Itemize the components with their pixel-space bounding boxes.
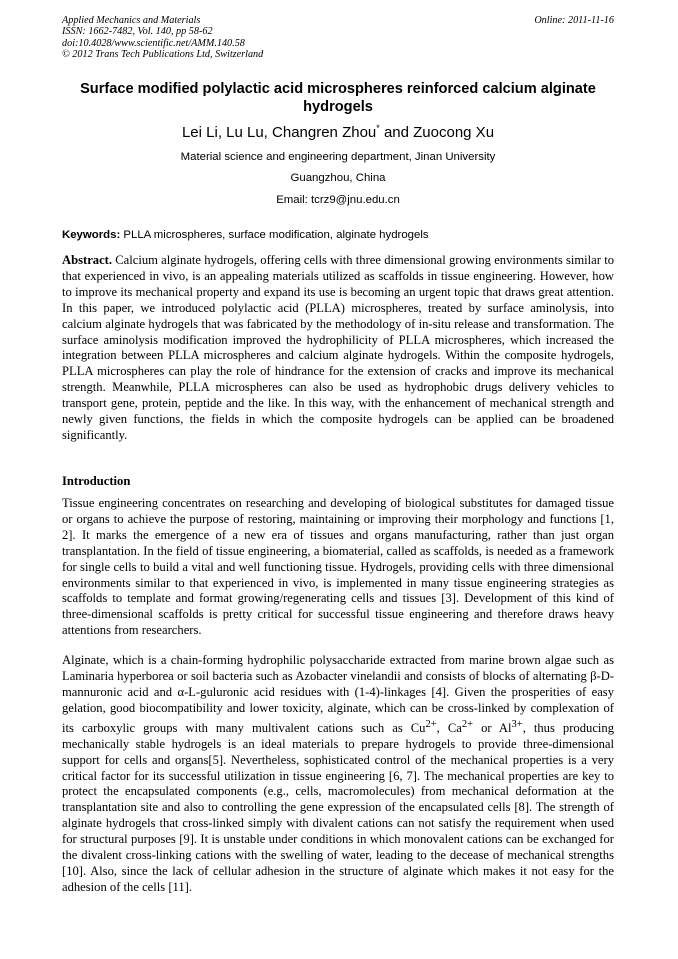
copyright-line: © 2012 Trans Tech Publications Ltd, Switzerland [62,48,264,60]
p2-text-c: or Al [473,720,512,735]
doi-line: doi:10.4028/www.scientific.net/AMM.140.58 [62,37,245,49]
ca-charge: 2+ [461,718,474,730]
authors-line [62,124,614,142]
abstract-paragraph [62,253,614,444]
p2-text-d: , thus producing mechanically stable hydrogels is an ideal materials to prepare hydrogels to provide three-dimensional support for cells and organs[5]. Nevertheless, sophisticated control of the mechanical properties is a very critical factor for its successful utilization in tissue engineering [6, 7]. The mechanical properties are key to protect the encapsulated components (e.g., cells, macromolecules) from mechanical deformation at the transplantation site and also to controlling the gene expression of the encapsulated cells [8]. The strength of alginate hydrogels that cross-linked simply with divalent cations can not satisfy the requirement when used for structural purposes [9]. It is unstable under conditions in which monovalent cations can be exchanged for the divalent cross-linking cations with the swelling of water, leading to the decease of mechanical strengths [10]. Also, since the lack of cellular adhesion in the structure of alginate which makes it not easy for the adhesion of the cells [11]. [62,720,614,894]
journal-name: Applied Mechanics and Materials [62,15,201,26]
corresponding-mark: * [376,123,380,133]
authors-before: Lei Li, Lu Lu, Changren Zhou [181,124,377,141]
affiliation-email: Email: tcrz9@jnu.edu.cn [276,194,400,206]
keywords-line [62,228,614,242]
introduction-paragraph-2 [62,653,614,896]
keywords-text: PLLA microspheres, surface modification, alginate hydrogels [120,229,429,241]
introduction-paragraph-1: Tissue engineering concentrates on researching and developing of biological substitutes for damaged tissue or organs to achieve the purpose of restoring, maintaining or improving their morphology and functions [1, 2]. It marks the emergence of a new era of tissues and organs manufacturing, rather than just organ transplantation. In the field of tissue engineering, a biomaterial, called as scaffolds, is needed as a framework for single cells to build a vital and well functioning tissue. Hydrogels, providing cells with three dimensional environments similar to that experienced in vivo, is implemented in many tissue engineering strategies as scaffolds to template and format growing/regenerating cells and tissues [3]. Development of this kind of three-dimensional scaffolds is pretty critical for successful tissue engineering and therefore draws heavy attentions from researchers. [62,496,614,638]
al-charge: 3+ [511,718,523,730]
p2-text-a: Alginate, which is a chain-forming hydrophilic polysaccharide extracted from marine brown algae such as Laminaria hyperborea or soil bacteria such as Azobacter vinelandii and consists of blocks of alternating β-D-mannuronic acid and α-L-guluronic acid residues with (1-4)-linkages [4]. Given the prosperities of easy gelation, good biocompatibility and lower toxicity, alginate, which can be cross-linked by complexation of its carboxylic groups with many multivalent cations such as Cu [62,653,614,735]
p2-text-b: , Ca [436,720,462,735]
paper-title: Surface modified polylactic acid microspheres reinforced calcium alginate hydrogels [80,81,596,115]
online-date: Online: 2011-11-16 [534,15,614,26]
abstract-text: Calcium alginate hydrogels, offering cells with three dimensional growing environments similar to that experienced in vivo, is an appealing materials utilized as scaffolds in tissue engineering. However, how to improve its mechanical property and expand its use is becoming an urgent topic that draws great attention. In this paper, we introduced polylactic acid (PLLA) microspheres, treated by surface aminolysis, into calcium alginate hydrogels that was fabricated by the methodology of in-situ release and transformation. The surface aminolysis modification improved the hydrophilicity of PLLA microspheres, which increased the integration between PLLA microspheres and calcium alginate hydrogels. Within the composite hydrogels, PLLA microspheres can play the role of hindrance for the extension of cracks and improve its mechanical strength. Meanwhile, PLLA microspheres can also be used as hydrophobic drugs delivery vehicles to transport gene, protein, peptide and the like. In this way, with the enhancement of mechanical strength and newly given functions, the fields in which the composite hydrogels can be applied can be broadened significantly. [62,253,614,442]
journal-header [62,15,263,60]
introduction-heading: Introduction [62,474,131,488]
affiliation-department: Material science and engineering department, Jinan University [180,151,496,163]
abstract-label: Abstract. [62,253,113,267]
keywords-label: Keywords: [62,229,121,241]
affiliation-city: Guangzhou, China [290,172,386,184]
authors-after: and Zuocong Xu [379,124,495,141]
cu-charge: 2+ [425,718,437,730]
issn-line: ISSN: 1662-7482, Vol. 140, pp 58-62 [62,26,213,38]
